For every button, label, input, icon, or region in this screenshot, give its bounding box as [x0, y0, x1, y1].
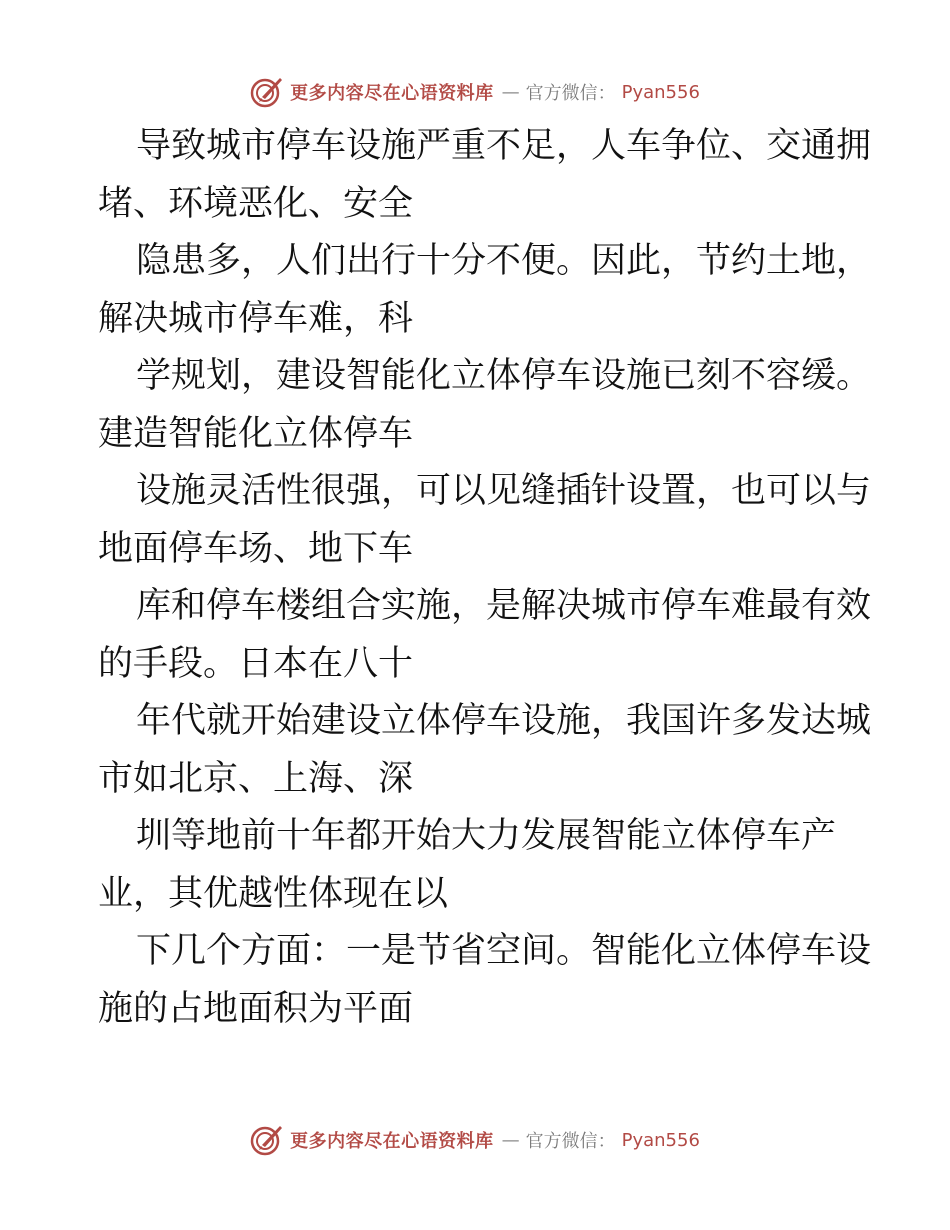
text-line: 解决城市停车难，科	[98, 298, 414, 339]
text-line: 堵、环境恶化、安全	[98, 183, 414, 224]
text-line: 圳等地前十年都开始大力发展智能立体停车产	[136, 816, 837, 856]
text-line: 市如北京、上海、深	[98, 758, 414, 799]
text-line: 建造智能化立体停车	[98, 413, 414, 454]
text-line: 下几个方面：一是节省空间。智能化立体停车设	[136, 931, 872, 971]
text-line: 导致城市停车设施严重不足，人车争位、交通拥	[136, 126, 872, 166]
watermark-label: 官方微信：	[525, 83, 616, 104]
watermark-main-text: 更多内容尽在心语资料库	[290, 1131, 494, 1152]
quill-logo-icon	[250, 1123, 284, 1157]
watermark-footer	[0, 1120, 950, 1160]
text-line: 年代就开始建设立体停车设施，我国许多发达城	[136, 701, 872, 741]
watermark-id: Pyan556	[621, 1129, 700, 1151]
text-line: 业，其优越性体现在以	[98, 873, 449, 914]
watermark-label: 官方微信：	[525, 1131, 616, 1152]
watermark-header	[0, 72, 950, 112]
text-line: 地面停车场、地下车	[98, 528, 414, 569]
watermark-separator: —	[501, 81, 520, 103]
quill-logo-icon	[250, 75, 284, 109]
document-body	[98, 118, 872, 1038]
text-line: 的手段。日本在八十	[98, 643, 414, 684]
watermark-id: Pyan556	[621, 81, 700, 103]
watermark-main-text: 更多内容尽在心语资料库	[290, 83, 494, 104]
text-line: 施的占地面积为平面	[98, 988, 414, 1029]
text-line: 设施灵活性很强，可以见缝插针设置，也可以与	[136, 471, 872, 511]
text-line: 库和停车楼组合实施，是解决城市停车难最有效	[136, 586, 872, 626]
text-line: 学规划，建设智能化立体停车设施已刻不容缓。	[136, 356, 872, 396]
text-line: 隐患多，人们出行十分不便。因此，节约土地，	[136, 241, 872, 281]
watermark-separator: —	[501, 1129, 520, 1151]
